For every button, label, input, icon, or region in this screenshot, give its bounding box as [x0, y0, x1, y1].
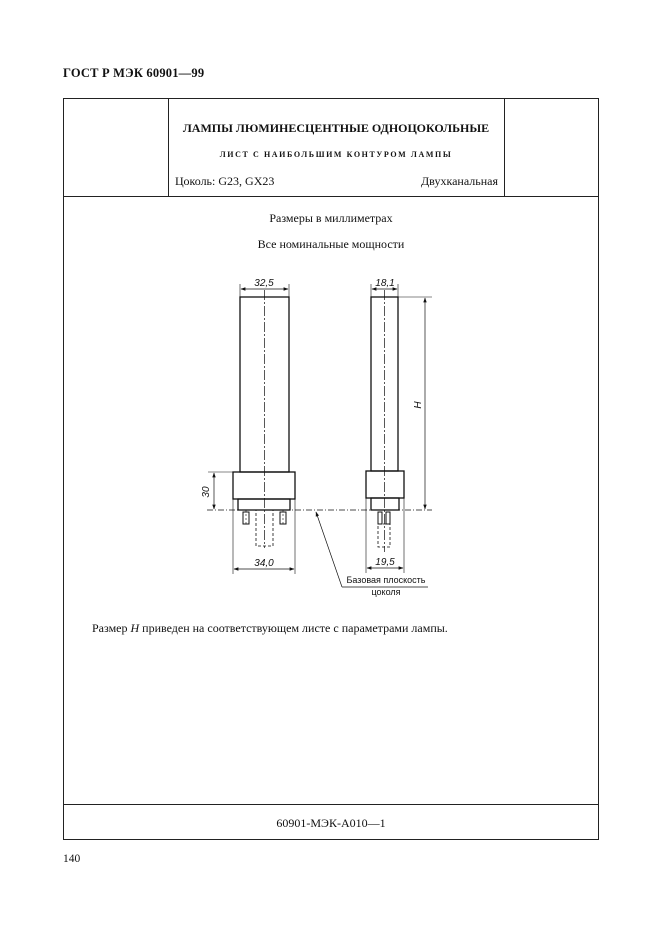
- sheet-code: 60901-МЭК-А010—1: [276, 816, 386, 830]
- front-cap-upper: [233, 472, 295, 499]
- reference-plane-label-line2: цоколя: [371, 587, 401, 597]
- sheet-subtitle: ЛИСТ С НАИБОЛЬШИМ КОНТУРОМ ЛАМПЫ: [219, 150, 453, 159]
- dim-top-width: 32,5: [254, 278, 274, 289]
- dim-base-width: 34,0: [254, 558, 274, 569]
- dim-length: H: [413, 401, 424, 409]
- power-note: Все номинальные мощности: [257, 237, 405, 251]
- size-note-variable: H: [130, 621, 140, 635]
- side-pin: [378, 512, 382, 524]
- cap-label: Цоколь: G23, GX23: [175, 174, 275, 188]
- reference-plane-label-line1: Базовая плоскость: [346, 575, 426, 585]
- channel-type: Двухканальная: [421, 174, 498, 188]
- side-key-outline: [378, 524, 390, 547]
- reference-plane-leader: [316, 512, 342, 587]
- size-note: Размер H приведен на соответствующем листе с параметрами лампы.: [92, 621, 448, 635]
- units-note: Размеры в миллиметрах: [269, 211, 393, 225]
- sheet-title: ЛАМПЫ ЛЮМИНЕСЦЕНТНЫЕ ОДНОЦОКОЛЬНЫЕ: [182, 121, 490, 135]
- dim-base-depth: 19,5: [375, 557, 395, 568]
- page-number: 140: [63, 853, 81, 865]
- dim-base-height: 30: [201, 486, 212, 498]
- side-cap-lower: [371, 498, 399, 510]
- standard-id: ГОСТ Р МЭК 60901—99: [63, 66, 205, 80]
- front-cap-lower: [238, 499, 290, 510]
- dim-top-depth: 18,1: [375, 278, 395, 289]
- side-cap-upper: [366, 471, 404, 498]
